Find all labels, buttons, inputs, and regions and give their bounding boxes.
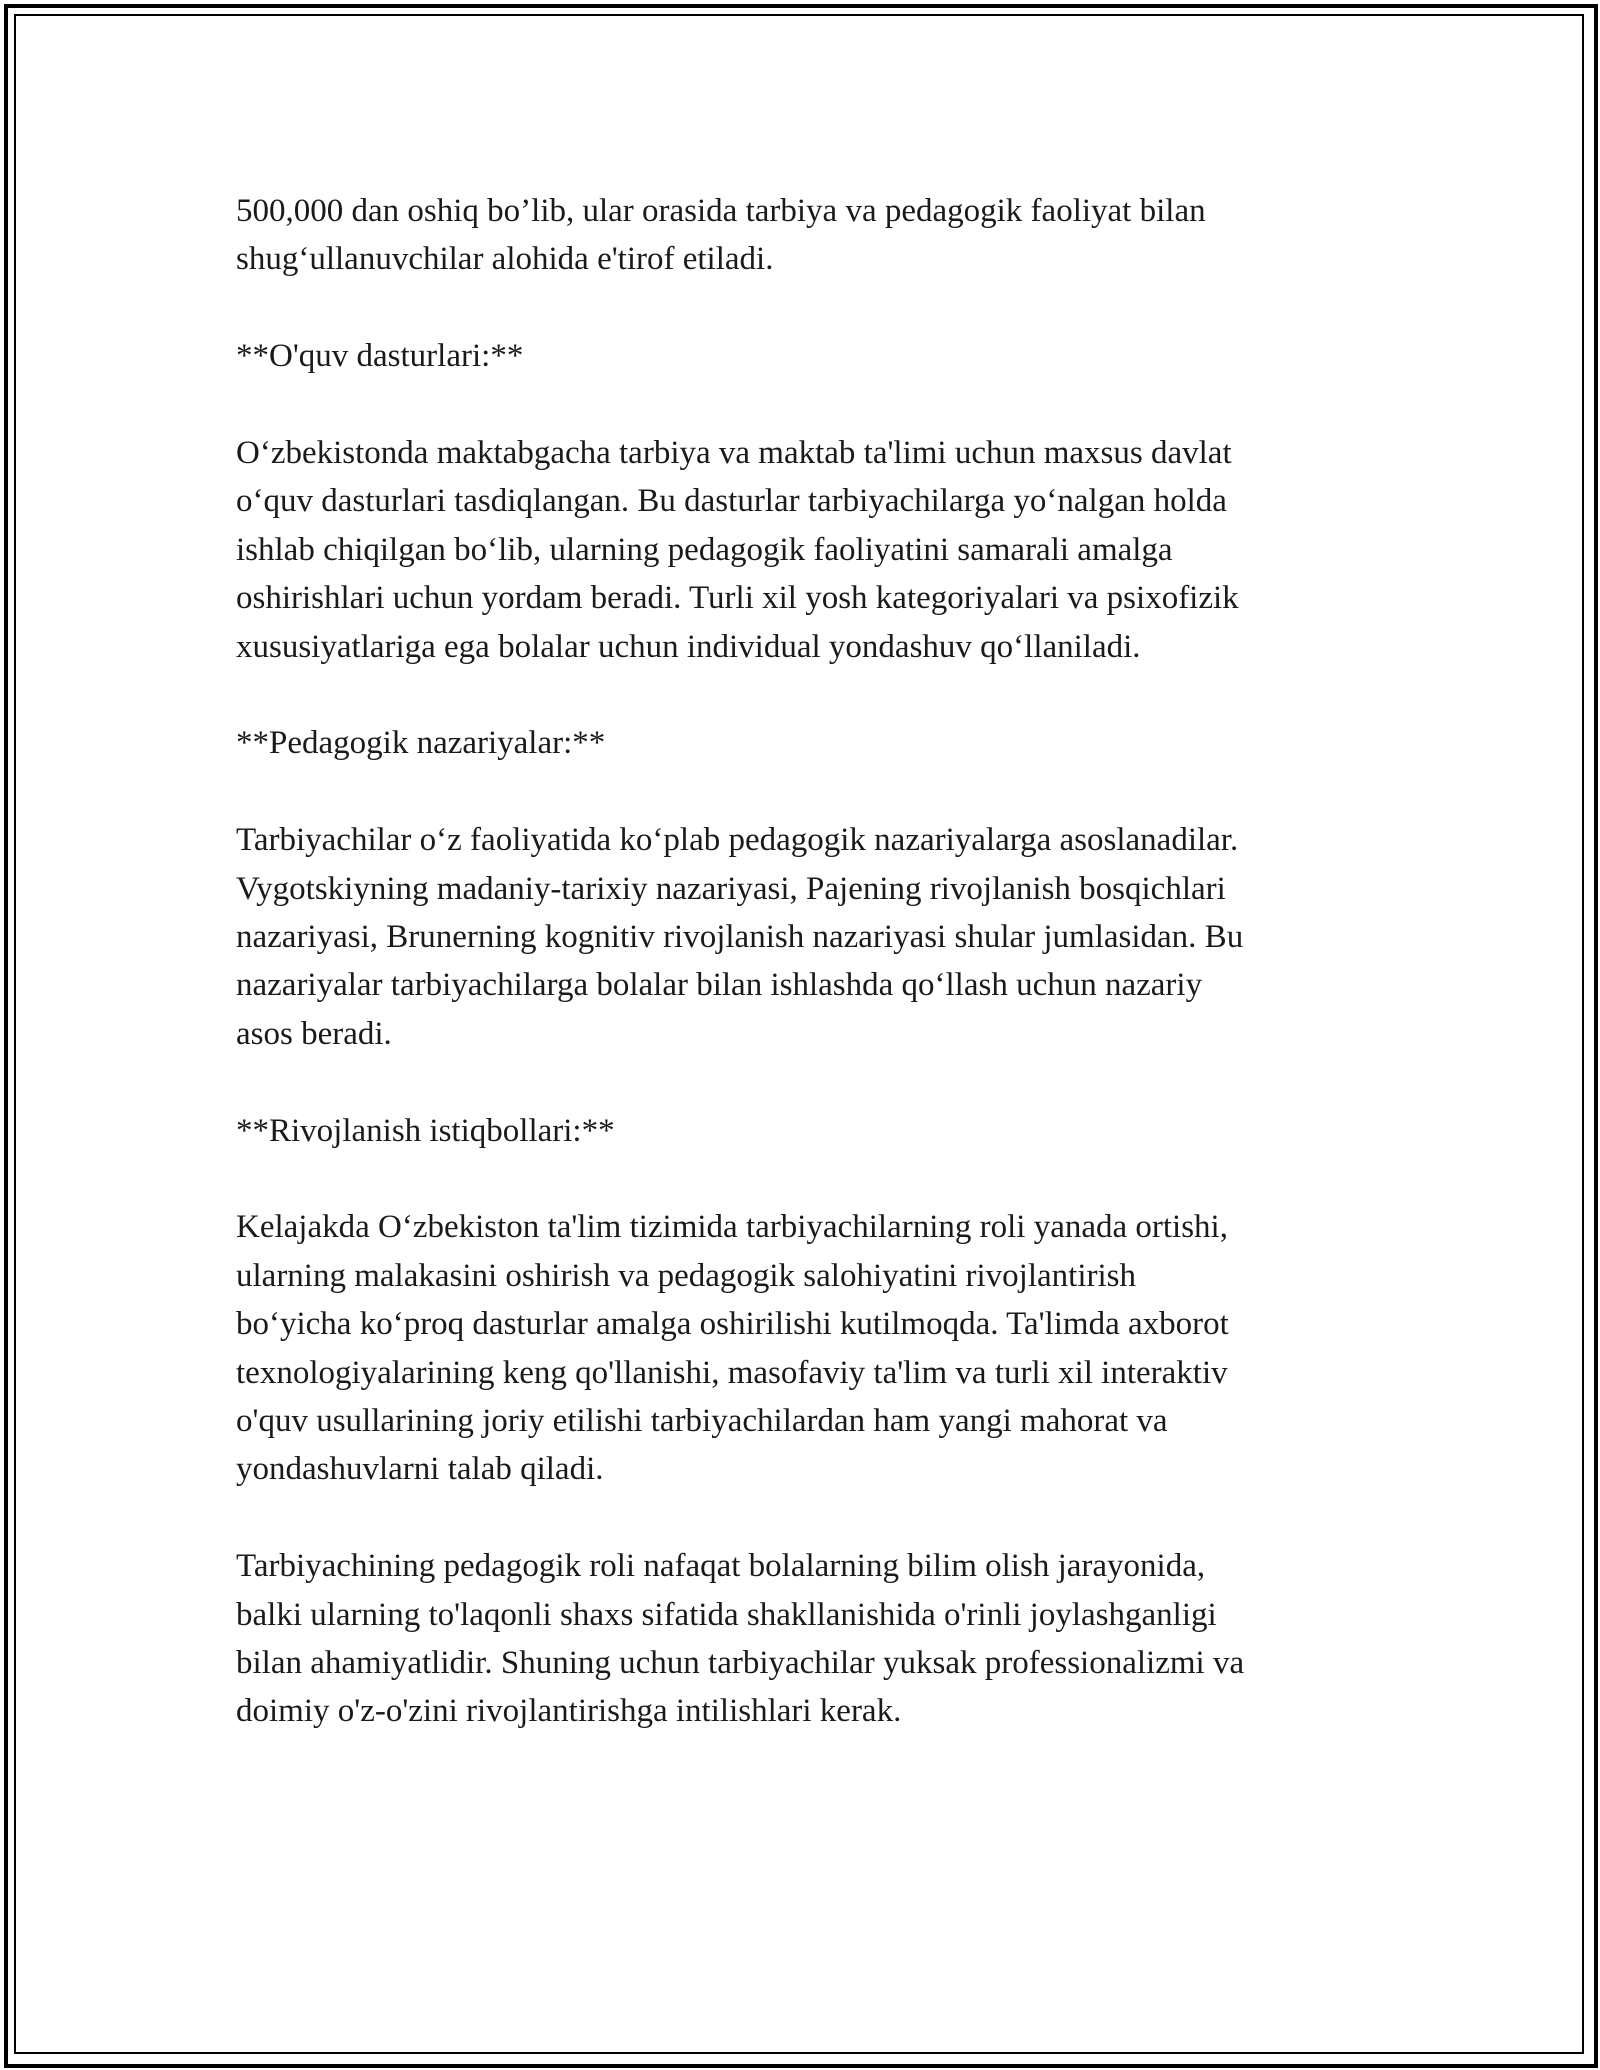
heading-oquv-dasturlari (236, 332, 1376, 380)
text-line: yondashuvlarni talab qiladi. (236, 1451, 604, 1488)
text-line: Kelajakda O‘zbekiston ta'lim tizimida tarbiyachilarning roli yanada ortishi, (236, 1209, 1228, 1246)
heading-pedagogik-nazariyalar (236, 719, 1376, 767)
paragraph-intro (236, 187, 1376, 284)
text-line: texnologiyalarining keng qo'llanishi, masofaviy ta'lim va turli xil interaktiv (236, 1354, 1228, 1391)
text-line: balki ularning to'laqonli shaxs sifatida shakllanishida o'rinli joylashganligi (236, 1596, 1217, 1633)
text-line: ishlab chiqilgan bo‘lib, ularning pedagogik faoliyatini samarali amalga (236, 531, 1173, 568)
text-line: o'quv usullarining joriy etilishi tarbiyachilardan ham yangi mahorat va (236, 1403, 1168, 1440)
text-line: ularning malakasini oshirish va pedagogik salohiyatini rivojlantirish (236, 1257, 1137, 1294)
text-line: o‘quv dasturlari tasdiqlangan. Bu dasturlar tarbiyachilarga yo‘nalgan holda (236, 483, 1227, 520)
text-line: Vygotskiyning madaniy-tarixiy nazariyasi, Pajening rivojlanish bosqichlari (236, 870, 1226, 907)
text-line: oshirishlari uchun yordam beradi. Turli xil yosh kategoriyalari va psixofizik (236, 580, 1239, 617)
text-line: bilan ahamiyatlidir. Shuning uchun tarbiyachilar yuksak professionalizmi va (236, 1645, 1245, 1682)
text-line: shug‘ullanuvchilar alohida e'tirof etiladi. (236, 241, 774, 278)
heading-text: **Pedagogik nazariyalar:** (236, 725, 606, 762)
paragraph-oquv-dasturlari (236, 429, 1376, 671)
document-body (236, 187, 1376, 1784)
text-line: doimiy o'z-o'zini rivojlantirishga intilishlari kerak. (236, 1693, 902, 1730)
text-line: 500,000 dan oshiq bo’lib, ular orasida tarbiya va pedagogik faoliyat bilan (236, 193, 1206, 229)
paragraph-conclusion (236, 1542, 1376, 1736)
heading-rivojlanish-istiqbollari (236, 1107, 1376, 1155)
paragraph-pedagogik-nazariyalar (236, 816, 1376, 1058)
text-line: Tarbiyachining pedagogik roli nafaqat bolalarning bilim olish jarayonida, (236, 1548, 1206, 1585)
paragraph-rivojlanish-istiqbollari (236, 1203, 1376, 1493)
text-line: Tarbiyachilar o‘z faoliyatida ko‘plab pedagogik nazariyalarga asoslanadilar. (236, 822, 1239, 859)
text-line: asos beradi. (236, 1015, 392, 1052)
text-line: xususiyatlariga ega bolalar uchun individual yondashuv qo‘llaniladi. (236, 628, 1141, 665)
text-line: nazariyalar tarbiyachilarga bolalar bilan ishlashda qo‘llash uchun nazariy (236, 967, 1203, 1004)
heading-text: **O'quv dasturlari:** (236, 338, 524, 375)
text-line: bo‘yicha ko‘proq dasturlar amalga oshirilishi kutilmoqda. Ta'limda axborot (236, 1306, 1229, 1343)
text-line: nazariyasi, Brunerning kognitiv rivojlanish nazariyasi shular jumlasidan. Bu (236, 919, 1244, 956)
text-line: O‘zbekistonda maktabgacha tarbiya va maktab ta'limi uchun maxsus davlat (236, 435, 1232, 471)
heading-text: **Rivojlanish istiqbollari:** (236, 1112, 615, 1149)
